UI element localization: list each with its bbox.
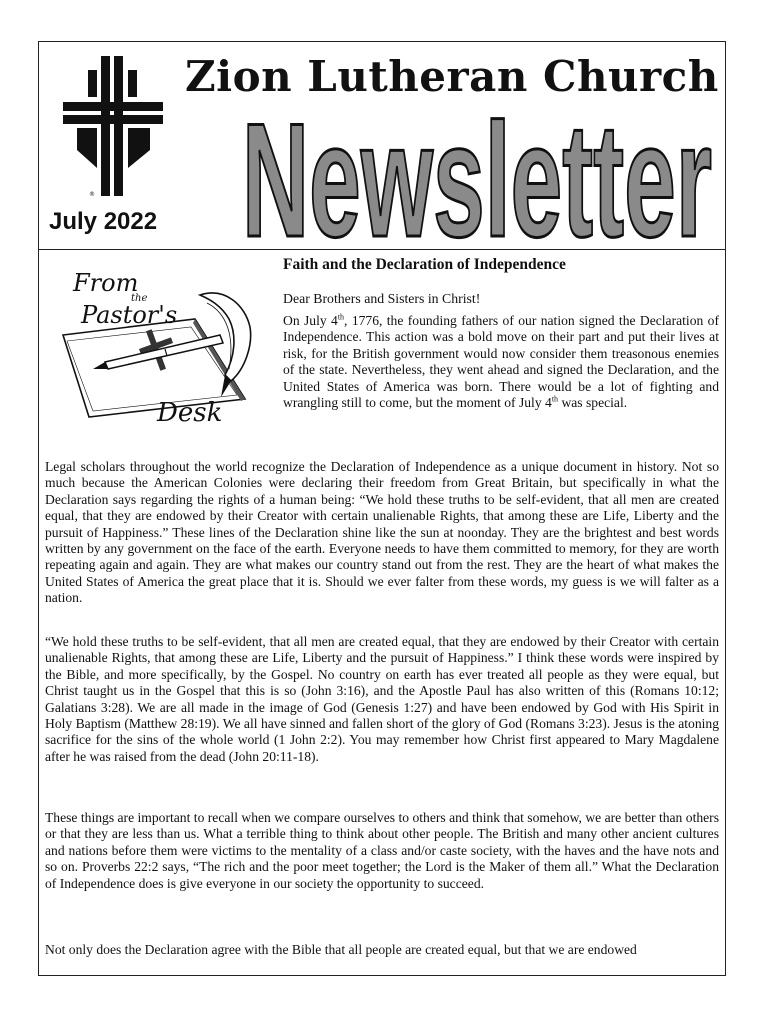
church-name: Zion Lutheran Church [185,52,719,101]
newsletter-title: Newsletter [242,104,712,244]
newsletter-header [39,42,725,250]
desk-art-desk: Desk [157,398,223,428]
article-paragraph: “We hold these truths to be self-evident, that all men are created equal, that they are endowed by their Creator with certain unalienable Rights, that among these are Life, Liberty and the pursuit of Happiness.” I think these words were inspired by the Bible, and more specifically, by the Gospel. No country on earth has ever treated all people as they were equal, but Christ taught us in the Gospel that this is so (John 3:16), and the Apostle Paul has also written of this (Romans 10:12; Galatians 3:28). We are all made in the image of God (Genesis 1:27) and have been endowed by God with His Spirit in Holy Baptism (Matthew 28:19). We all have sinned and fallen short of the glory of God (Romans 3:23). Jesus is the atoning sacrifice for the sins of the whole world (1 John 2:2). You may remember how Christ first appeared to Mary Magdalene after he was raised from the dead (John 20:11-18). [45,634,719,764]
newsletter-page [38,41,726,976]
issue-date: July 2022 [49,208,158,235]
registered-mark: ® [89,191,95,198]
desk-art-pastors: Pastor's [81,301,178,329]
lutheran-cross-logo-icon [57,50,169,202]
article-title: Faith and the Declaration of Independence [283,256,566,273]
newsletter-masthead [237,104,717,244]
article-paragraph: Legal scholars throughout the world recognize the Declaration of Independence as a unique document in history. Not so much because the American Colonies were declaring their freedom from Great Britain, but specifically in what the Declaration says regarding the rights of a human being: “We hold these truths to be self-evident, that all men are created equal, that they are endowed by their Creator with certain unalienable Rights, that among these are Life, Liberty and the pursuit of Happiness.” These lines of the Declaration shine like the sun at noonday. They are the brightest and best words written by any government on the face of the earth. Everyone needs to have them committed to memory, for they are worth repeating again and again. They are what makes our country stand out from the rest. They are the heart of what makes the United States of America the great place that it is. Should we ever falter from these words, my guess is we will falter as a nation. [45,459,719,606]
article-paragraph: Not only does the Declaration agree with the Bible that all people are created equal, but that we are endowed [45,942,637,957]
desk-art-the: the [131,293,148,304]
article-greeting: Dear Brothers and Sisters in Christ! [283,291,481,306]
article-intro: On July 4th, 1776, the founding fathers of our nation signed the Declaration of Independence. This action was a bold move on their part and put their lives at risk, for the British government would now consider them treasonous enemies of the state. Nevertheless, they went ahead and signed the Declaration, and the United States of America was born. There would be a lot of fighting and wrangling still to come, but the moment of July 4th was special. [283,312,719,411]
article-paragraph: These things are important to recall when we compare ourselves to others and think that somehow, we are better than others or that they are less than us. What a terrible thing to think about other people. The British and many other ancient cultures and nations before them were victims to the mentality of a class and/or caste society, with the haves and the have nots and so on. Proverbs 22:2 says, “The rich and the poor meet together; the Lord is the Maker of them all.” What the Declaration of Independence does is give everyone in our society the opportunity to succeed. [45,810,719,891]
pastor-desk-illustration-icon [45,257,285,432]
desk-art-from: From [73,269,139,297]
